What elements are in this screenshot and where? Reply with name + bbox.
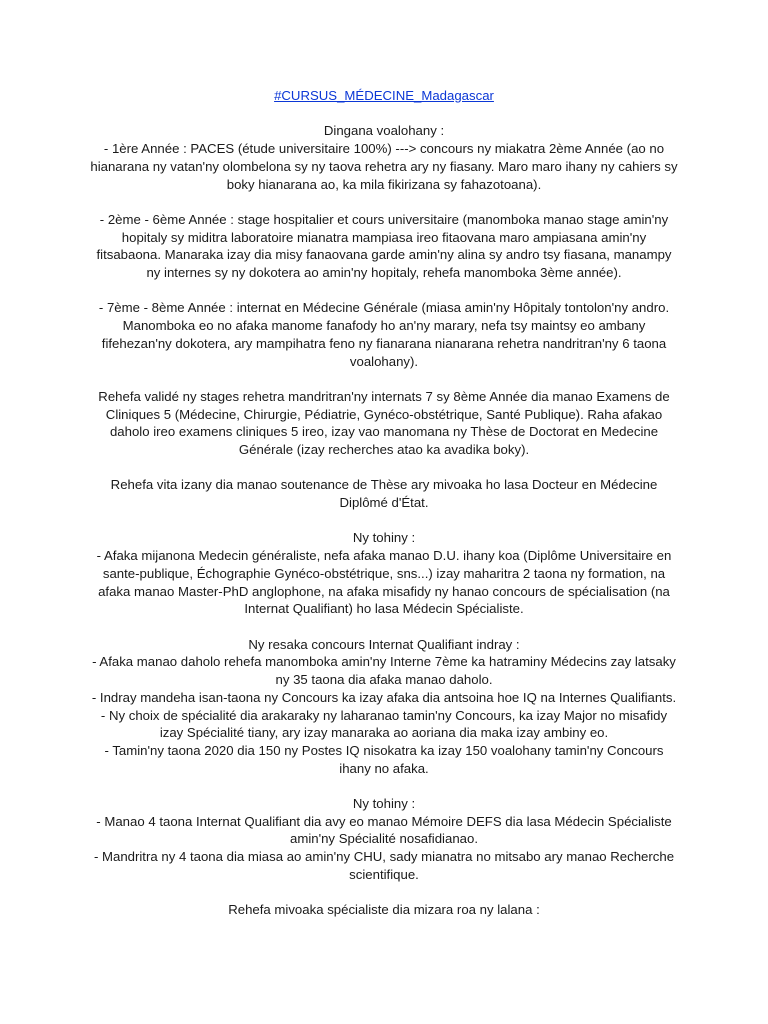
paragraph-line: - Indray mandeha isan-taona ny Concours ka izay afaka dia antsoina hoe IQ na Internes Qualifiants. bbox=[91, 689, 677, 705]
paragraph-line: Rehefa validé ny stages rehetra mandritran'ny internats 7 sy 8ème Année dia manao Examens de Cliniques 5 (Médecine, Chirurgie, Pédiatrie, Gynéco-obstétrique, Santé Publique). Raha afakao daholo ireo examens cliniques 5 ireo, izay vao manomana ny Thèse de Doctorat en Medecine Générale (izay recherches atao ka avadika boky). bbox=[98, 388, 670, 457]
paragraph-year7-8 bbox=[90, 299, 678, 370]
paragraph-concours bbox=[90, 636, 678, 778]
paragraph-line: - Mandritra ny 4 taona dia miasa ao amin'ny CHU, sady mianatra no mitsabo ary manao Recherche scientifique. bbox=[93, 849, 675, 882]
paragraph-line: - Ny choix de spécialité dia arakaraky ny laharanao tamin'ny Concours, ka izay Major no misafidy izay Spécialité tiany, ary izay manaraka ao aoriana dia maka izay ambiny eo. bbox=[100, 707, 668, 741]
paragraph-line: - Afaka manao daholo rehefa manomboka amin'ny Interne 7ème ka hatraminy Médecins zay latsaky ny 35 taona dia afaka manao daholo. bbox=[92, 654, 676, 688]
hashtag-title-link[interactable]: #CURSUS_MÉDECINE_Madagascar bbox=[274, 88, 494, 103]
paragraph-line: - Manao 4 taona Internat Qualifiant dia avy eo manao Mémoire DEFS dia lasa Médecin Spécialiste amin'ny Spécialité nosafidianao. bbox=[96, 813, 672, 847]
paragraph-line: - 1ère Année : PACES (étude universitaire 100%) ---> concours ny miakatra 2ème Année (ao no hianarana ny vatan'ny olombelona sy ny taova rehetra ary ny fiasany. Maro maro ihany ny cahiers sy boky hianarana ao, ka mila fikirizana sy fahazotoana). bbox=[90, 141, 678, 192]
paragraph-line: Ny tohiny : bbox=[352, 796, 416, 811]
paragraph-line: Rehefa mivoaka spécialiste dia mizara roa ny lalana : bbox=[228, 902, 540, 918]
paragraph-line: - 7ème - 8ème Année : internat en Médecine Générale (miasa amin'ny Hôpitaly tontolon'ny andro. Manomboka eo no afaka manome fanafody ho an'ny marary, nefa tsy maintsy eo ambany fifehezan'ny dokotera, ary mampihatra feno ny fianarana nianarana rehetra nandritran'ny 6 taona voalohany). bbox=[98, 300, 670, 369]
paragraph-line: Rehefa vita izany dia manao soutenance de Thèse ary mivoaka ho lasa Docteur en Médecine Diplômé d'État. bbox=[110, 477, 658, 511]
title-container bbox=[90, 87, 678, 105]
paragraph-line: - Tamin'ny taona 2020 dia 150 ny Postes IQ nisokatra ka izay 150 voalohany tamin'ny Concours ihany no afaka. bbox=[104, 742, 664, 776]
paragraph-examens bbox=[90, 388, 678, 459]
paragraph-year2-6 bbox=[90, 211, 678, 282]
paragraph-tohiny2 bbox=[90, 795, 678, 884]
paragraph-final bbox=[90, 901, 678, 919]
paragraph-dingana bbox=[90, 122, 678, 193]
paragraph-line: Dingana voalohany : bbox=[323, 123, 445, 139]
paragraph-line: - Afaka mijanona Medecin généraliste, nefa afaka manao D.U. ihany koa (Diplôme Universitaire en sante-publique, Échographie Gynéco-obstétrique, sns...) izay maharitra 2 taona ny formation, na afaka manao Master-PhD anglophone, na afaka misafidy ny hanao concours de spécialisation (na Internat Qualifiant) ho lasa Médecin Spécialiste. bbox=[96, 548, 672, 617]
document-body bbox=[90, 122, 678, 919]
paragraph-line: - 2ème - 6ème Année : stage hospitalier et cours universitaire (manomboka manao stage amin'ny hopitaly sy miditra laboratoire mianatra mampiasa ireo fitaovana maro ampiasana amin'ny fitsabaona. Manaraka izay dia misy fanaovana garde amin'ny alina sy andro tsy fiasana, manampy ny internes sy ny dokotera ao amin'ny hopitaly, rehefa manomboka 3ème année). bbox=[96, 211, 672, 280]
paragraph-line: Ny resaka concours Internat Qualifiant indray : bbox=[248, 636, 520, 652]
paragraph-tohiny1 bbox=[90, 529, 678, 618]
paragraph-these bbox=[90, 476, 678, 511]
paragraph-line: Ny tohiny : bbox=[352, 530, 416, 546]
